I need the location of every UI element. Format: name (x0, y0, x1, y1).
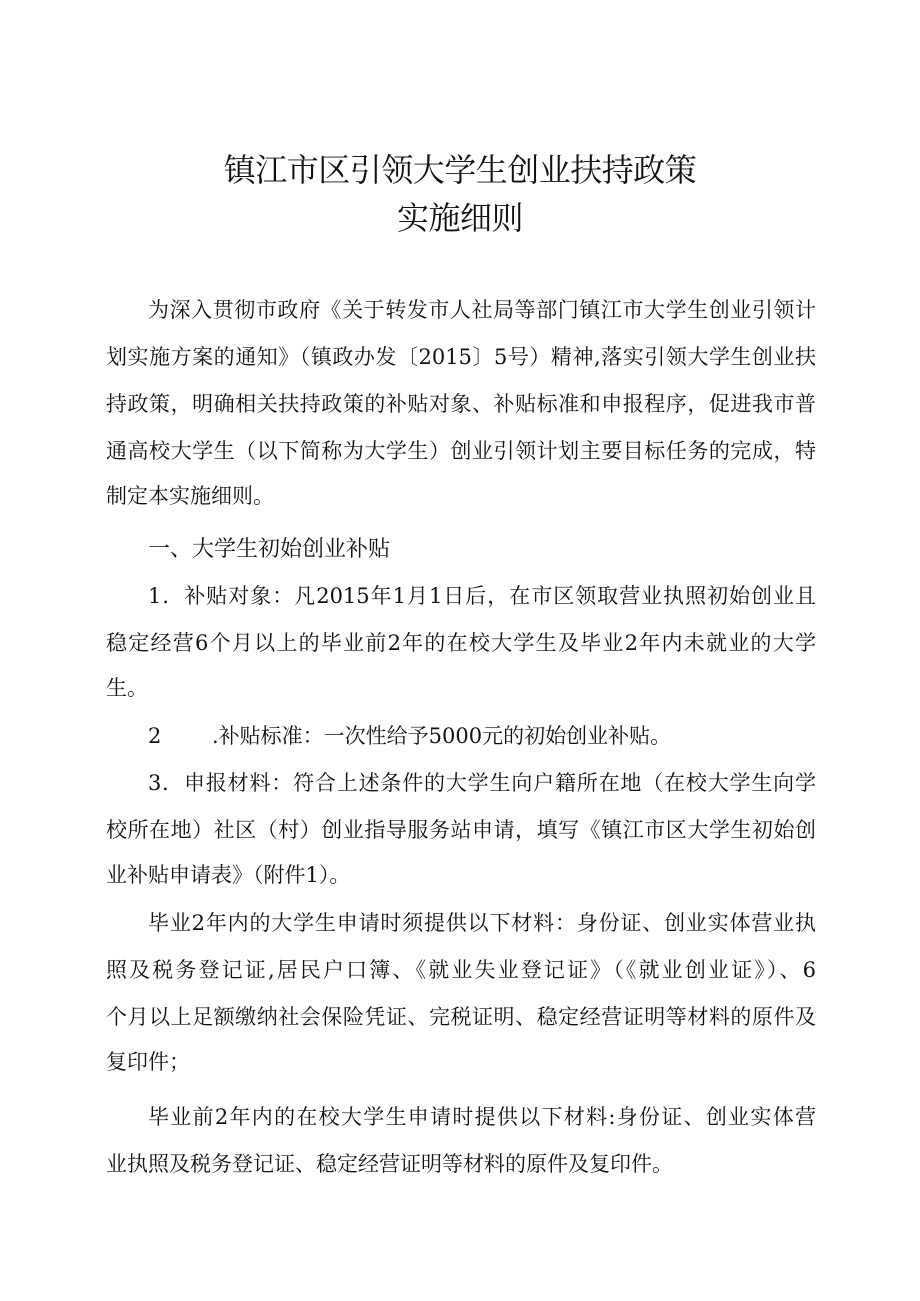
intro-line-3: 持政策，明确相关扶持政策的补贴对象、补贴标准和申报程序，促进我市普 (106, 392, 816, 416)
item1-line-3: 生。 (106, 676, 148, 700)
item3-line-1: 3．申报材料：符合上述条件的大学生向户籍所在地（在校大学生向学 (148, 771, 816, 795)
graduates-line-4: 复印件； (106, 1050, 190, 1074)
intro-line-1: 为深入贯彻市政府《关于转发市人社局等部门镇江市大学生创业引领计 (148, 298, 816, 322)
students-line-2: 业执照及税务登记证、稳定经营证明等材料的原件及复印件。 (106, 1152, 673, 1176)
section-heading-initial-subsidy: 一、大学生初始创业补贴 (148, 537, 391, 562)
item3-line-3: 业补贴申请表》（附件1）。 (106, 863, 351, 887)
item1-line-2: 稳定经营6个月以上的毕业前2年的在校大学生及毕业2年内未就业的大学 (106, 631, 816, 655)
intro-line-4: 通高校大学生（以下简称为大学生）创业引领计划主要目标任务的完成，特 (106, 439, 816, 463)
document-title-line-1: 镇江市区引领大学生创业扶持政策 (223, 151, 697, 189)
graduates-line-2: 照及税务登记证,居民户口簿、《就业失业登记证》（《就业创业证》）、6 (106, 958, 816, 982)
item2-text: .补贴标准：一次性给予5000元的初始创业补贴。 (212, 724, 672, 748)
item2-number: 2 (148, 724, 162, 748)
item1-line-1: 1．补贴对象：凡2015年1月1日后，在市区领取营业执照初始创业且 (148, 584, 816, 608)
intro-line-2: 划实施方案的通知》（镇政办发〔2015〕5号）精神,落实引领大学生创业扶 (106, 345, 816, 369)
intro-line-5: 制定本实施细则。 (106, 484, 274, 508)
document-title-line-2: 实施细则 (396, 199, 523, 237)
graduates-line-3: 个月以上足额缴纳社会保险凭证、完税证明、稳定经营证明等材料的原件及 (106, 1005, 816, 1029)
students-line-1: 毕业前2年内的在校大学生申请时提供以下材料:身份证、创业实体营 (148, 1105, 816, 1129)
item3-line-2: 校所在地）社区（村）创业指导服务站申请，填写《镇江市区大学生初始创 (106, 818, 816, 842)
graduates-line-1: 毕业2年内的大学生申请时须提供以下材料：身份证、创业实体营业执 (148, 911, 816, 935)
